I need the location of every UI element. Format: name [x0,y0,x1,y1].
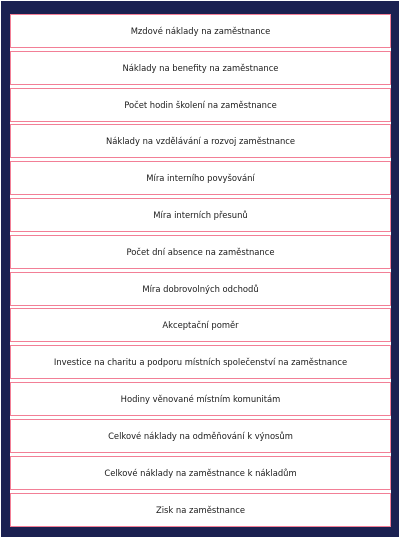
list-item: Náklady na vzdělávání a rozvoj zaměstnance [10,124,391,158]
list-item: Počet hodin školení na zaměstnance [10,88,391,122]
list-item: Počet dní absence na zaměstnance [10,235,391,269]
list-item: Celkové náklady na odměňování k výnosům [10,419,391,453]
list-item: Hodiny věnované místním komunitám [10,382,391,416]
list-item: Akceptační poměr [10,308,391,342]
list-item: Mzdové náklady na zaměstnance [10,14,391,48]
list-item: Zisk na zaměstnance [10,493,391,527]
diagram-frame [1,1,399,537]
list-item: Míra interního povyšování [10,161,391,195]
list-item: Investice na charitu a podporu místních společenství na zaměstnance [10,345,391,379]
list-item: Míra interních přesunů [10,198,391,232]
list-item: Náklady na benefity na zaměstnance [10,51,391,85]
list-item: Míra dobrovolných odchodů [10,272,391,306]
list-item: Celkové náklady na zaměstnance k nákladům [10,456,391,490]
metrics-list [10,14,391,527]
